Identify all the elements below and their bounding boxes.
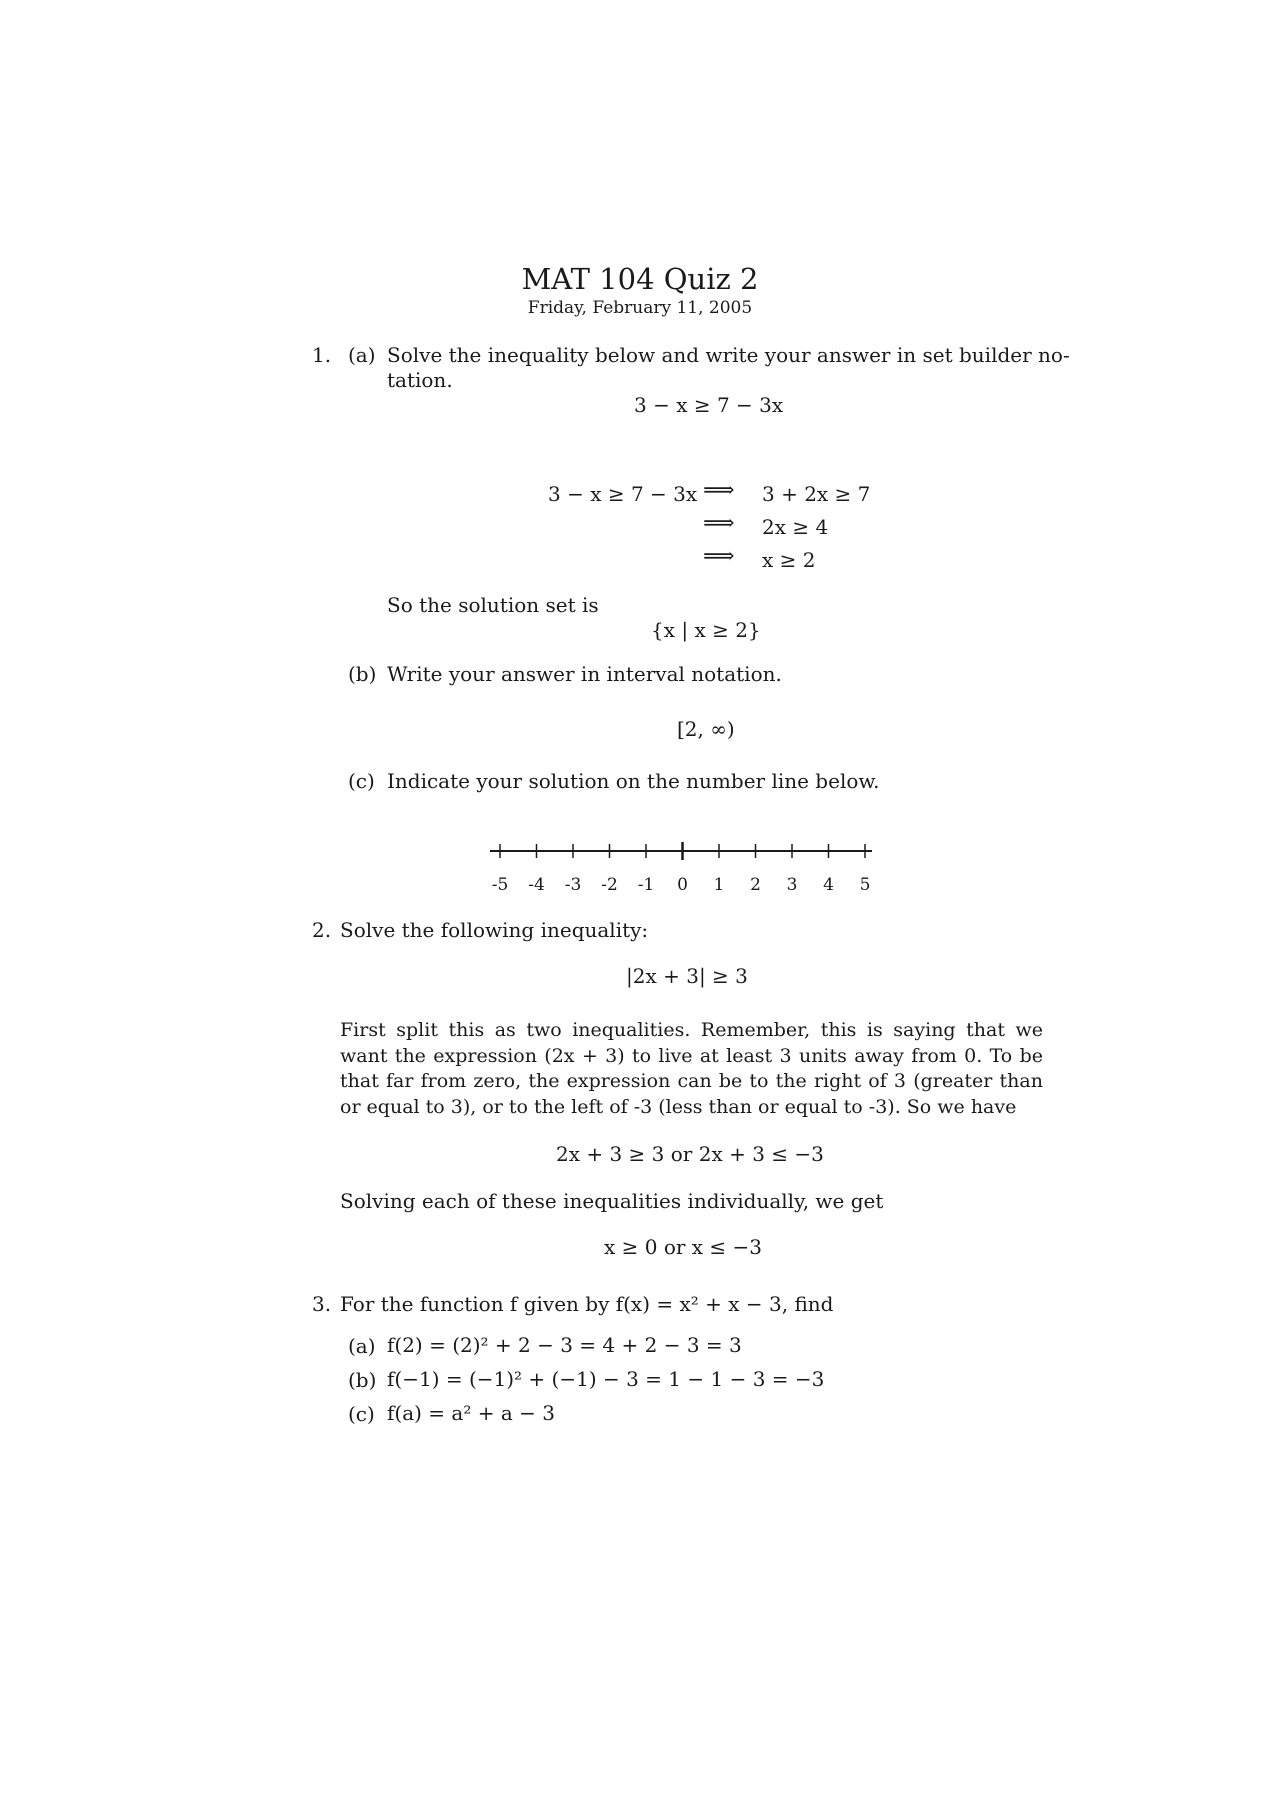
quiz-date: Friday, February 11, 2005 [527, 298, 753, 318]
implies-arrow: ⟹ [703, 544, 735, 569]
q2-solving-intro: Solving each of these inequalities individually, we get [340, 1189, 884, 1213]
q1a-label: (a) [348, 343, 376, 367]
q1c-prompt: Indicate your solution on the number line below. [387, 769, 880, 793]
q3c-label: (c) [348, 1402, 375, 1426]
q1a-step: 3 + 2x ≥ 7 [762, 482, 871, 506]
q1b-answer: [2, ∞) [677, 717, 735, 741]
q2-inequality: |2x + 3| ≥ 3 [626, 964, 748, 988]
q1a-solution-set: {x | x ≥ 2} [651, 618, 761, 642]
q2-result: x ≥ 0 or x ≤ −3 [604, 1235, 763, 1259]
q1-number: 1. [312, 343, 332, 367]
implies-arrow: ⟹ [703, 511, 735, 536]
q1a-prompt-line1: Solve the inequality below and write your answer in set builder no- [387, 343, 1070, 367]
q3-number: 3. [312, 1292, 332, 1316]
q2-number: 2. [312, 918, 332, 942]
number-line-label: 5 [859, 875, 871, 895]
number-line-label: 3 [786, 875, 798, 895]
number-line-label: -3 [564, 875, 582, 895]
q2-prompt: Solve the following inequality: [340, 918, 649, 942]
number-line-label: 4 [823, 875, 834, 895]
q1b-prompt: Write your answer in interval notation. [387, 662, 782, 686]
q1c-label: (c) [348, 769, 375, 793]
q3-prompt: For the function f given by f(x) = x² + x − 3, find [340, 1292, 834, 1316]
number-line-label: -5 [491, 875, 509, 895]
number-line-label: 1 [713, 875, 725, 895]
q1a-step: x ≥ 2 [762, 548, 816, 572]
number-line-label: 2 [750, 875, 761, 895]
number-line-label: -2 [601, 875, 618, 895]
q3a-label: (a) [348, 1334, 376, 1358]
q3b-label: (b) [348, 1368, 377, 1392]
quiz-title: MAT 104 Quiz 2 [521, 262, 759, 296]
q1a-step: 2x ≥ 4 [762, 515, 829, 539]
q3c-answer: f(a) = a² + a − 3 [387, 1401, 555, 1425]
q1a-given-inequality: 3 − x ≥ 7 − 3x [634, 393, 784, 417]
q1b-label: (b) [348, 662, 377, 686]
q1a-solution-intro: So the solution set is [387, 593, 599, 617]
q1a-work-lhs: 3 − x ≥ 7 − 3x [548, 482, 698, 506]
number-line-label: -1 [637, 875, 655, 895]
q2-split-inequalities: 2x + 3 ≥ 3 or 2x + 3 ≤ −3 [556, 1142, 824, 1166]
q3b-answer: f(−1) = (−1)² + (−1) − 3 = 1 − 1 − 3 = −3 [387, 1367, 825, 1391]
number-line-label: 0 [677, 875, 688, 895]
number-line-label: -4 [528, 875, 545, 895]
q3a-answer: f(2) = (2)² + 2 − 3 = 4 + 2 − 3 = 3 [387, 1333, 742, 1357]
q1a-prompt-line2: tation. [387, 368, 453, 392]
implies-arrow: ⟹ [703, 478, 735, 503]
q2-explanation: First split this as two inequalities. Remember, this is saying that we want the expression (2x + 3) to live at least 3 units away from 0. To be that far from zero, the expression can be to the right of 3 (greater than or equal to 3), or to the left of -3 (less than or equal to -3). So we have [340, 1019, 1043, 1118]
number-line [480, 830, 880, 900]
